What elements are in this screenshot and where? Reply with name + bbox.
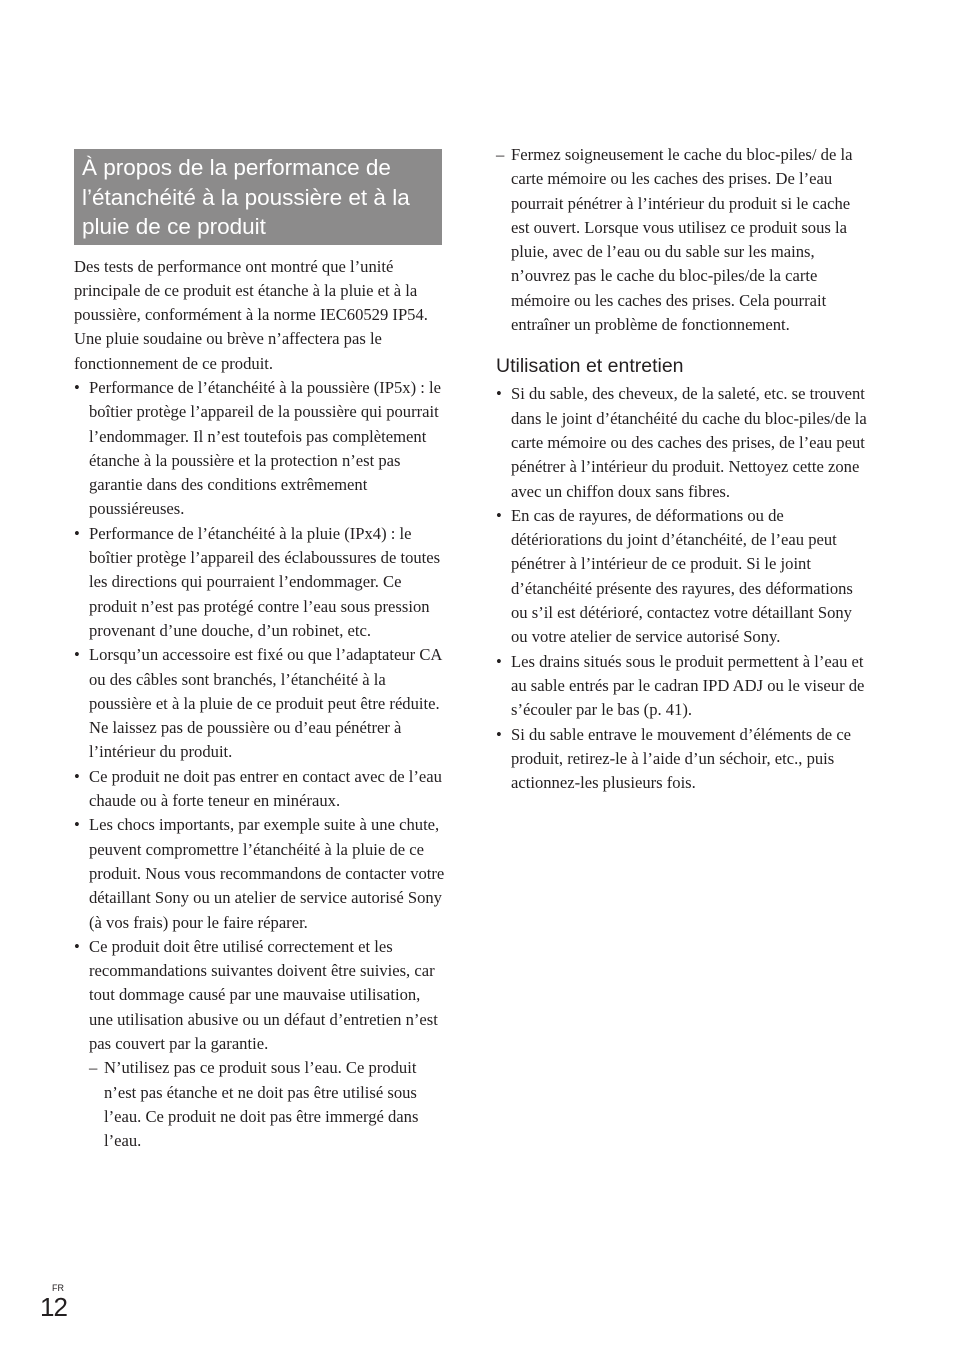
care-heading: Utilisation et entretien: [496, 355, 684, 378]
warranty-dash-list: [89, 1056, 446, 1153]
intro-paragraph-1: Des tests de performance ont montré que l’unité principale de ce produit est étanche à la pluie et à la poussière, conformément à la norme IEC60529 IP54.: [74, 256, 428, 325]
section-title: À propos de la performance de l’étanchéité à la poussière et à la pluie de ce produit: [74, 149, 442, 245]
bullet-hot-water: • Ce produit ne doit pas entrer en contact avec de l’eau chaude ou à forte teneur en minéraux.: [74, 765, 446, 814]
care-bullet-drains: • Les drains situés sous le produit permettent à l’eau et au sable entrés par le cadran IPD ADJ ou le viseur de s’écouler par le bas (p. 41).: [496, 650, 868, 723]
performance-bullet-list: [74, 376, 446, 1154]
page-footer: [40, 1283, 67, 1321]
care-bullet-list: [496, 382, 868, 795]
care-bullet-sand-movement: • Si du sable entrave le mouvement d’éléments de ce produit, retirez-le à l’aide d’un séchoir, etc., puis actionnez-les plusieurs fois.: [496, 723, 868, 796]
care-bullet-sand-seal: • Si du sable, des cheveux, de la saleté, etc. se trouvent dans le joint d’étanchéité du cache du bloc-piles/de la carte mémoire ou des caches des prises, de l’eau peut pénétrer à l’intérieur du produit. Nettoyez cette zone avec un chiffon doux sans fibres.: [496, 382, 868, 503]
page-number: 12: [40, 1292, 67, 1322]
left-column: [74, 149, 446, 1153]
right-column: [496, 143, 868, 795]
dash-underwater: – N’utilisez pas ce produit sous l’eau. Ce produit n’est pas étanche et ne doit pas être utilisé sous l’eau. Ce produit ne doit pas être immergé dans l’eau.: [89, 1056, 446, 1153]
bullet-warranty: [74, 935, 446, 1154]
warranty-dash-list-continued: [496, 143, 868, 337]
care-bullet-scratches: • En cas de rayures, de déformations ou de détériorations du joint d’étanchéité, de l’eau peut pénétrer à l’intérieur de ce produit. Si le joint d’étanchéité présente des rayures, des déformations ou s’il est détérioré, contactez votre détaillant Sony ou votre atelier de service autorisé Sony.: [496, 504, 868, 650]
bullet-shocks: • Les chocs importants, par exemple suite à une chute, peuvent compromettre l’étanchéité à la pluie de ce produit. Nous vous recommandons de contacter votre détaillant Sony ou un atelier de service autorisé Sony (à vos frais) pour le faire réparer.: [74, 813, 446, 934]
bullet-dust-performance: • Performance de l’étanchéité à la poussière (IP5x) : le boîtier protège l’appareil de la poussière qui pourrait l’endommager. Il n’est toutefois pas complètement étanche à la poussière et la protection n’est pas garantie dans des conditions extrêmement poussiéreuses.: [74, 376, 446, 522]
language-code: FR: [52, 1283, 64, 1293]
intro-paragraph-2: Une pluie soudaine ou brève n’affectera pas le fonctionnement de ce produit.: [74, 329, 382, 373]
bullet-accessory: • Lorsqu’un accessoire est fixé ou que l’adaptateur CA ou des câbles sont branchés, l’étanchéité à la poussière et à la pluie de ce produit peut être réduite. Ne laissez pas de poussière ou d’eau pénétrer à l’intérieur du produit.: [74, 643, 446, 764]
bullet-warranty-text: Ce produit doit être utilisé correctement et les recommandations suivantes doivent être suivies, car tout dommage causé par une mauvaise utilisation, une utilisation abusive ou un défaut d’entretien n’est pas couvert par la garantie.: [89, 936, 438, 1053]
dash-close-covers: – Fermez soigneusement le cache du bloc-piles/ de la carte mémoire ou les caches des prises. De l’eau pourrait pénétrer à l’intérieur du produit si le cache est ouvert. Lorsque vous utilisez ce produit sous la pluie, avec de l’eau ou du sable sur les mains, n’ouvrez pas le cache du bloc-piles/de la carte mémoire ou les caches des prises. Cela pourrait entraîner un problème de fonctionnement.: [496, 143, 868, 337]
bullet-rain-performance: • Performance de l’étanchéité à la pluie (IPx4) : le boîtier protège l’appareil des éclaboussures de toutes les directions qui pourraient l’endommager. Ce produit n’est pas protégé contre l’eau sous pression provenant d’une douche, d’un robinet, etc.: [74, 522, 446, 643]
